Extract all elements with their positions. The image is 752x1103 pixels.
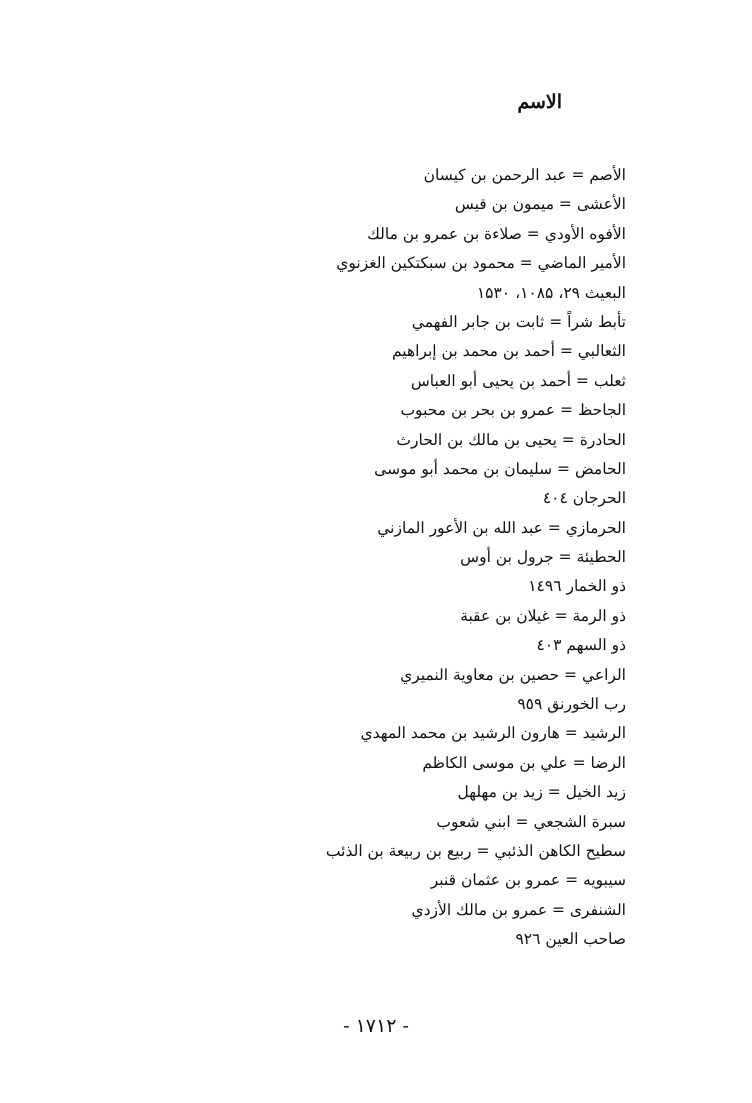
index-entry: الثعالبي = أحمد بن محمد بن إبراهيم	[391, 342, 626, 361]
index-entry: الرشيد = هارون الرشيد بن محمد المهدي	[360, 724, 626, 743]
index-entry: سيبويه = عمرو بن عثمان قنبر	[430, 871, 626, 890]
page-heading: الاسم	[517, 91, 562, 113]
index-entry: الأفوه الأودي = صلاءة بن عمرو بن مالك	[367, 224, 626, 243]
index-entry: الحرجان ٤٠٤	[542, 489, 626, 508]
index-entry: سبرة الشجعي = ابني شعوب	[436, 812, 626, 831]
page-number: - ١٧١٢ -	[343, 1015, 409, 1037]
index-entry: رب الخورنق ٩٥٩	[517, 695, 626, 714]
name-index-list	[186, 161, 626, 955]
index-entry: ذو السهم ٤٠٣	[536, 636, 626, 655]
index-entry: الأعشى = ميمون بن قيس	[454, 195, 626, 214]
index-entry: زيد الخيل = زيد بن مهلهل	[457, 783, 626, 802]
index-entry: ثعلب = أحمد بن يحيى أبو العباس	[410, 371, 626, 390]
index-entry: الجاحظ = عمرو بن بحر بن محبوب	[400, 401, 626, 420]
index-entry: الراعي = حصين بن معاوية النميري	[400, 665, 626, 684]
index-entry: الأمير الماضي = محمود بن سبكتكين الغزنوي	[336, 254, 626, 273]
index-entry: الأصم = عبد الرحمن بن كيسان	[423, 166, 626, 184]
index-entry: الحادرة = يحيى بن مالك بن الحارث	[396, 430, 626, 449]
index-entry: تأبط شراً = ثابت بن جابر الفهمي	[411, 312, 626, 331]
index-entry: الرضا = علي بن موسى الكاظم	[422, 753, 626, 772]
index-entry: سطيح الكاهن الذئبي = ربيع بن ربيعة بن الذئب	[325, 841, 626, 860]
index-entry: صاحب العين ٩٢٦	[515, 930, 626, 949]
index-entry: ذو الرمة = غيلان بن عقبة	[460, 606, 626, 625]
index-entry: الحرمازي = عبد الله بن الأعور المازني	[377, 518, 626, 537]
index-entry: ذو الخمار ١٤٩٦	[528, 577, 626, 596]
index-entry: الشنفرى = عمرو بن مالك الأزدي	[411, 900, 626, 919]
index-entry: البعيث ۲۹، ۱۰۸۵، ۱۵۳۰	[476, 283, 626, 302]
index-entry: الحطيئة = جرول بن أوس	[460, 548, 626, 567]
index-entry: الحامض = سليمان بن محمد أبو موسى	[374, 459, 626, 478]
